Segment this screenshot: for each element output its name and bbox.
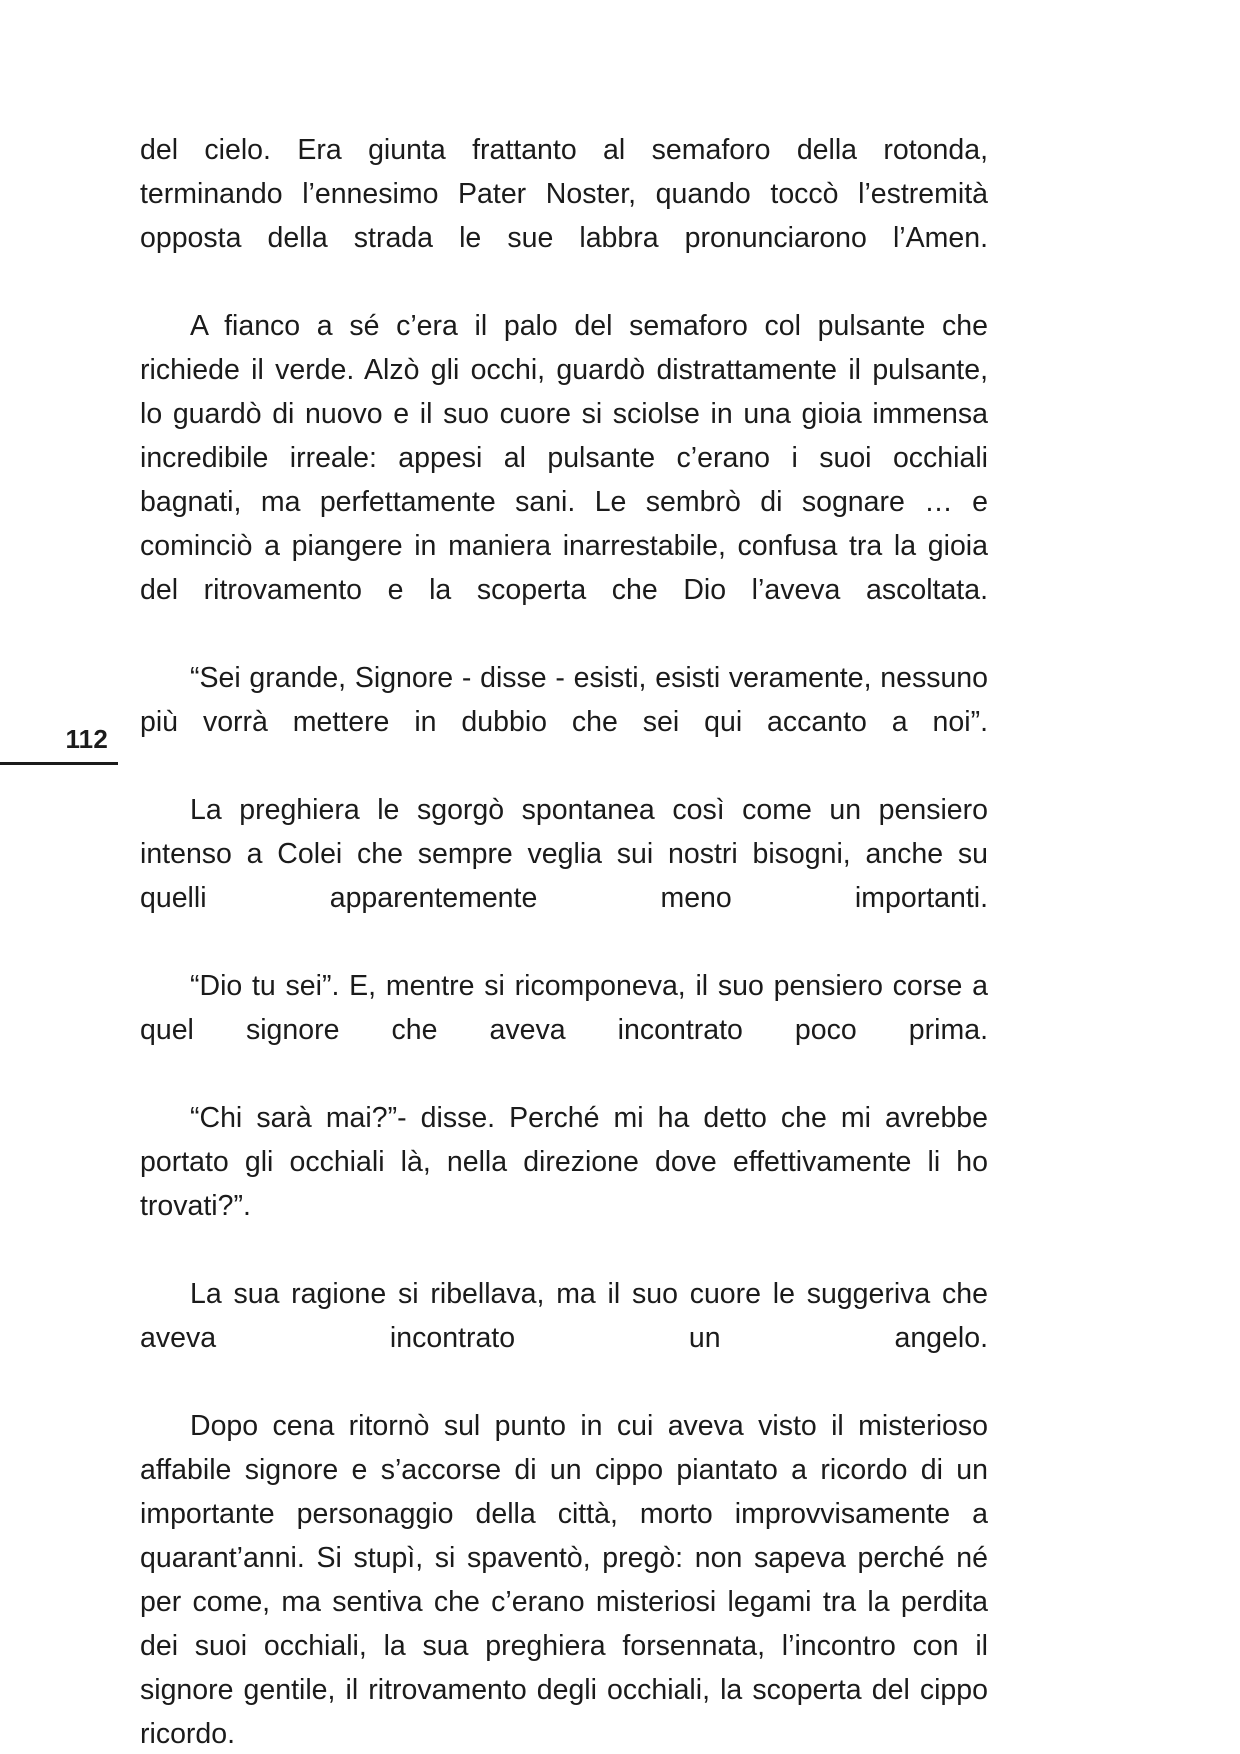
text-column [140,128,988,1754]
page-number: 112 [65,724,108,754]
paragraph: del cielo. Era giunta frattanto al semaforo della rotonda, terminando l’ennesimo Pater Noster, quando toccò l’estremità opposta della strada le sue labbra pronunciarono l’Amen. [140,134,988,254]
folio-block [0,724,118,765]
paragraph: “Chi sarà mai?”- disse. Perché mi ha detto che mi avrebbe portato gli occhiali là, nella direzione dove effettivamente li ho trovati?”. [140,1102,988,1222]
paragraph: A fianco a sé c’era il palo del semaforo col pulsante che richiede il verde. Alzò gli occhi, guardò distrattamente il pulsante, lo guardò di nuovo e il suo cuore si sciolse in una gioia immensa incredibile irreale: appesi al pulsante c’erano i suoi occhiali bagnati, ma perfettamente sani. Le sembrò di sognare … e cominciò a piangere in maniera inarrestabile, confusa tra la gioia del ritrovamento e la scoperta che Dio l’aveva ascoltata. [140,310,988,606]
paragraph: La preghiera le sgorgò spontanea così come un pensiero intenso a Colei che sempre veglia sui nostri bisogni, anche su quelli apparentemente meno importanti. [140,794,988,914]
paragraph: “Sei grande, Signore - disse - esisti, esisti veramente, nessuno più vorrà mettere in dubbio che sei qui accanto a noi”. [140,662,988,738]
paragraph: Dopo cena ritornò sul punto in cui aveva visto il misterioso affabile signore e s’accorse di un cippo piantato a ricordo di un importante personaggio della città, morto improvvisamente a quarant’anni. Si stupì, si spaventò, pregò: non sapeva perché né per come, ma sentiva che c’erano misteriosi legami tra la perdita dei suoi occhiali, la sua preghiera forsennata, l’incontro con il signore gentile, il ritrovamento degli occhiali, la scoperta del cippo ricordo. [140,1410,988,1750]
folio-rule [0,762,118,765]
paragraph: La sua ragione si ribellava, ma il suo cuore le suggeriva che aveva incontrato un angelo. [140,1278,988,1354]
paragraph: “Dio tu sei”. E, mentre si ricomponeva, il suo pensiero corse a quel signore che aveva incontrato poco prima. [140,970,988,1046]
